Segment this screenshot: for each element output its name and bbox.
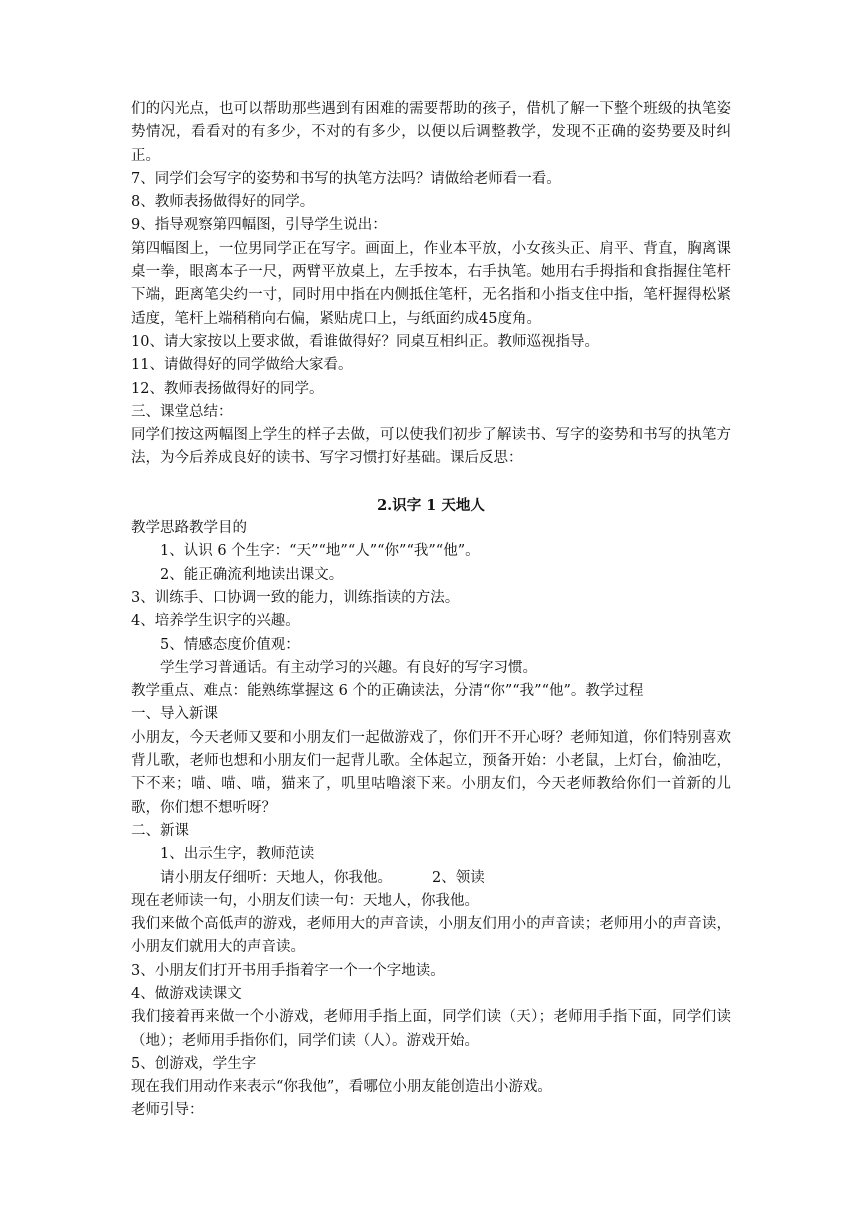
lesson-heading: 教学思路教学目的 bbox=[131, 520, 247, 537]
step-11: 11、请做得好的同学做给大家看。 bbox=[131, 357, 353, 374]
step-7: 7、同学们会写字的姿势和书写的执笔方法吗？请做给老师看一看。 bbox=[131, 170, 561, 187]
new-step-4: 4、做游戏读课文 bbox=[131, 985, 242, 1002]
document-page bbox=[131, 98, 731, 1123]
intro-text: 小朋友，今天老师又要和小朋友们一起做游戏了，你们开不开心呀？老师知道，你们特别喜欢背儿歌，老师也想和小朋友们一起背儿歌。全体起立，预备开始：小老鼠，上灯台，偷油吃，下不来；喵、喵、喵，猫来了，叽里咕噜滚下来。小朋友们，今天老师教给你们一首新的儿歌，你们想不想听呀？ bbox=[131, 729, 731, 816]
goal-5-detail: 学生学习普通话。有主动学习的兴趣。有良好的写字习惯。 bbox=[160, 659, 537, 676]
goal-1: 1、认识 6 个生字：“天”“地”“人”“你”“我”“他”。 bbox=[160, 543, 480, 560]
new-step-4-detail: 我们接着再来做一个小游戏，老师用手指上面，同学们读（天）；老师用手指下面，同学们读（地）；老师用手指你们，同学们读（人）。游戏开始。 bbox=[131, 1009, 731, 1049]
teacher-guide: 老师引导： bbox=[131, 1102, 204, 1119]
part-2-heading: 二、新课 bbox=[131, 822, 189, 839]
goal-4: 4、培养学生识字的兴趣。 bbox=[131, 613, 300, 630]
new-step-1: 1、出示生字，教师范读 bbox=[160, 846, 315, 863]
lesson-title: 2.识字 1 天地人 bbox=[377, 496, 485, 514]
step-10: 10、请大家按以上要求做，看谁做得好？同桌互相纠正。教师巡视指导。 bbox=[131, 333, 599, 350]
picture-four-description: 第四幅图上，一位男同学正在写字。画面上，作业本平放，小女孩头正、肩平、背直，胸离课桌一拳，眼离本子一尺，两臂平放桌上，左手按本，右手执笔。她用右手拇指和食指握住笔杆下端，距离笔尖约一寸，同时用中指在内侧抵住笔杆，无名指和小指支住中指，笔杆握得松紧适度，笔杆上端稍稍向右偏，紧贴虎口上，与纸面约成45度角。 bbox=[131, 240, 731, 327]
loud-quiet-game: 我们来做个高低声的游戏，老师用大的声音读，小朋友们用小的声音读；老师用小的声音读，小朋友们就用大的声音读。 bbox=[131, 916, 731, 956]
paragraph-continuation: 们的闪光点，也可以帮助那些遇到有困难的需要帮助的孩子，借机了解一下整个班级的执笔姿势情况，看看对的有多少，不对的有多少，以便以后调整教学，发现不正确的姿势要及时纠正。 bbox=[131, 101, 731, 164]
step-12: 12、教师表扬做得好的同学。 bbox=[131, 380, 324, 397]
new-step-2-detail: 现在老师读一句，小朋友们读一句：天地人，你我他。 bbox=[131, 892, 479, 909]
new-step-1-detail bbox=[131, 867, 731, 890]
lead-reading: 2、领读 bbox=[432, 869, 485, 886]
step-8: 8、教师表扬做得好的同学。 bbox=[131, 194, 315, 211]
listen-line: 请小朋友仔细听：天地人，你我他。 bbox=[160, 869, 392, 886]
summary-heading: 三、课堂总结： bbox=[131, 403, 233, 420]
new-step-5: 5、创游戏，学生字 bbox=[131, 1055, 257, 1072]
key-points: 教学重点、难点：能熟练掌握这 6 个的正确读法，分清“你”“我”“他”。教学过程 bbox=[131, 683, 644, 700]
goal-2: 2、能正确流利地读出课文。 bbox=[160, 566, 344, 583]
summary-text: 同学们按这两幅图上学生的样子去做，可以使我们初步了解读书、写字的姿势和书写的执笔方法，为今后养成良好的读书、写字习惯打好基础。课后反思： bbox=[131, 427, 731, 467]
goal-5: 5、情感态度价值观： bbox=[160, 636, 300, 653]
goal-3: 3、训练手、口协调一致的能力，训练指读的方法。 bbox=[131, 589, 460, 606]
new-step-3: 3、小朋友们打开书用手指着字一个一个字地读。 bbox=[131, 962, 445, 979]
step-9: 9、指导观察第四幅图，引导学生说出： bbox=[131, 217, 387, 234]
new-step-5-detail: 现在我们用动作来表示“你我他”，看哪位小朋友能创造出小游戏。 bbox=[131, 1079, 552, 1096]
part-1-heading: 一、导入新课 bbox=[131, 706, 218, 723]
